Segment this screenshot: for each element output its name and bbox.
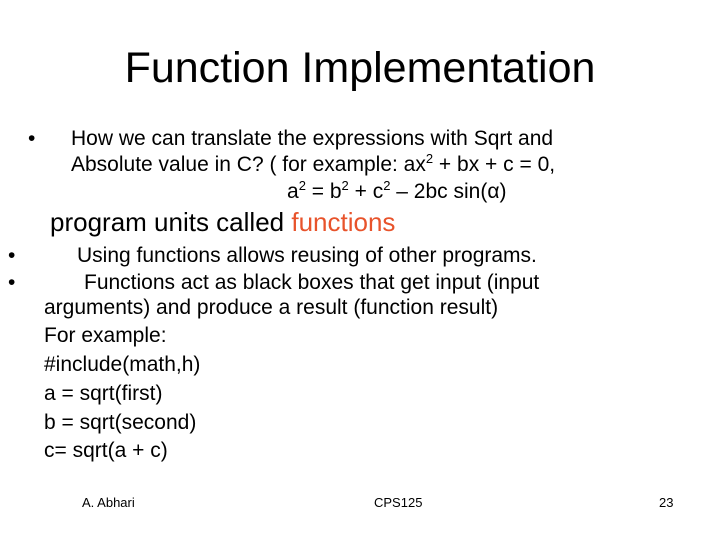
subheading: program units called functions — [50, 207, 396, 237]
subheading-highlight: functions — [291, 207, 396, 237]
example-line: b = sqrt(second) — [44, 411, 197, 434]
example-line: c= sqrt(a + c) — [44, 439, 168, 462]
footer-course: CPS125 — [374, 495, 423, 510]
footer-author: A. Abhari — [82, 495, 135, 510]
slide-title: Function Implementation — [124, 44, 596, 92]
question-line-1: How we can translate the expressions with Sqrt and — [71, 127, 554, 150]
bullet-item-continuation: arguments) and produce a result (function result) — [44, 296, 499, 319]
bullet-item: Using functions allows reusing of other programs. — [77, 244, 537, 267]
bullet-item: Functions act as black boxes that get input (input — [84, 271, 540, 294]
example-line: For example: — [44, 324, 167, 347]
footer-page-number: 23 — [659, 495, 674, 510]
bullet-glyph: • — [8, 244, 16, 267]
bullet-glyph: • — [28, 127, 36, 150]
example-line: #include(math,h) — [44, 353, 201, 376]
question-line-2: Absolute value in C? ( for example: $ax^2$ + bx + c = 0, — [71, 151, 556, 176]
example-line: a = sqrt(first) — [44, 382, 163, 405]
bullet-glyph: • — [8, 271, 16, 294]
question-line-3: $a^2 = b^2 + c^2 - 2bc$ sin(α) — [287, 178, 507, 203]
